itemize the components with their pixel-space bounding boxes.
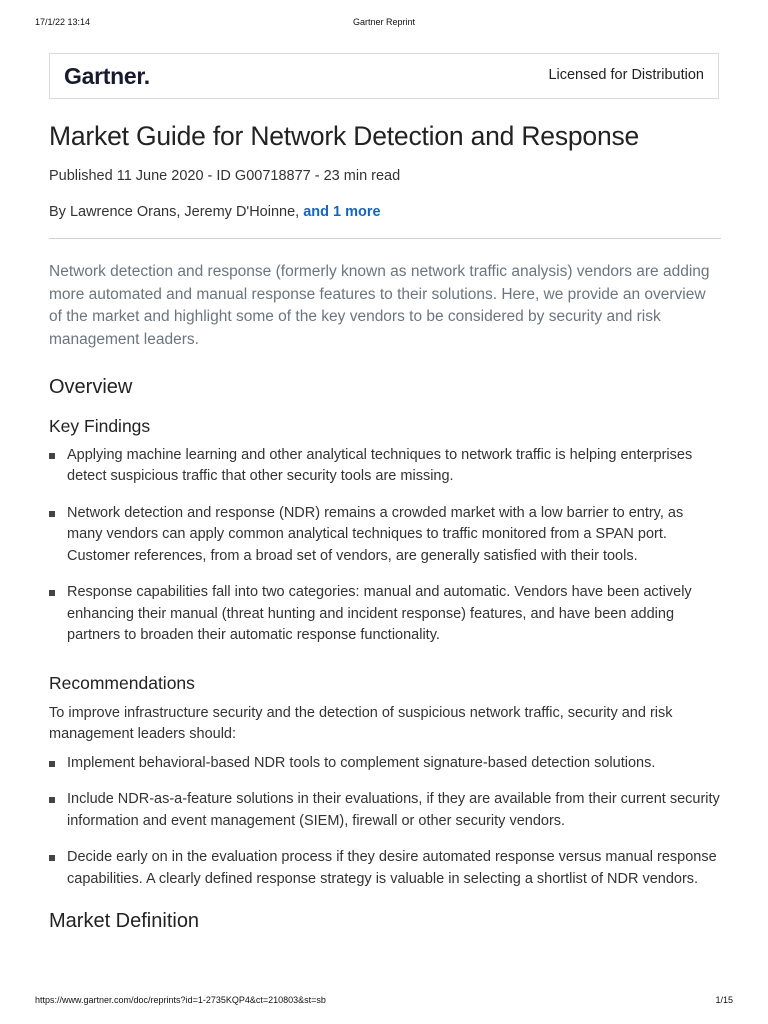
bullet-icon bbox=[49, 797, 55, 803]
market-definition-heading: Market Definition bbox=[49, 910, 200, 933]
list-item bbox=[49, 847, 721, 890]
list-item bbox=[49, 503, 721, 568]
logo-dot: . bbox=[143, 63, 150, 89]
bullet-icon bbox=[49, 761, 55, 767]
bullet-icon bbox=[49, 453, 55, 459]
overview-heading: Overview bbox=[49, 375, 133, 398]
article-summary: Network detection and response (formerly known as network traffic analysis) vendors are adding more automated and manual response features to their solutions. Here, we provide an overview of the market and highlight some of the key vendors to be considered by security and risk management leaders. bbox=[49, 263, 710, 349]
recommendations-list bbox=[49, 753, 721, 891]
list-item bbox=[49, 445, 721, 488]
authors-list: By Lawrence Orans, Jeremy D'Hoinne, bbox=[49, 204, 300, 220]
logo-text: Gartner bbox=[64, 63, 144, 89]
key-findings-heading: Key Findings bbox=[49, 415, 151, 436]
gartner-logo[interactable] bbox=[64, 63, 150, 90]
print-footer bbox=[0, 995, 768, 1009]
list-item bbox=[49, 582, 721, 647]
print-header bbox=[0, 17, 768, 31]
print-datetime: 17/1/22 13:14 bbox=[35, 17, 91, 27]
recommendations-intro: To improve infrastructure security and the detection of suspicious network traffic, security and risk management leaders should: bbox=[49, 704, 673, 743]
article-title: Market Guide for Network Detection and Response bbox=[49, 121, 640, 151]
bullet-icon bbox=[49, 511, 55, 517]
more-authors-link[interactable]: and 1 more bbox=[303, 204, 381, 220]
divider bbox=[49, 238, 721, 239]
list-item-text: Response capabilities fall into two categories: manual and automatic. Vendors have been actively enhancing their manual (threat hunting and incident response) features, and have been adding partners to broaden their automatic response functionality. bbox=[67, 584, 692, 644]
list-item-text: Decide early on in the evaluation process if they desire automated response versus manual response capabilities. A clearly defined response strategy is valuable in selecting a shortlist of NDR vendors. bbox=[67, 849, 717, 887]
bullet-icon bbox=[49, 855, 55, 861]
license-label: Licensed for Distribution bbox=[548, 67, 704, 83]
list-item bbox=[49, 753, 721, 775]
print-page-number: 1/15 bbox=[715, 995, 733, 1005]
list-item-text: Applying machine learning and other analytical techniques to network traffic is helping enterprises detect suspicious traffic that other security tools are missing. bbox=[67, 446, 693, 485]
list-item-text: Include NDR-as-a-feature solutions in their evaluations, if they are available from their current security information and event management (SIEM), firewall or other security vendors. bbox=[67, 791, 720, 829]
article-authors bbox=[49, 202, 721, 222]
article bbox=[49, 118, 721, 934]
article-meta: Published 11 June 2020 - ID G00718877 - 23 min read bbox=[49, 168, 401, 184]
list-item-text: Implement behavioral-based NDR tools to complement signature-based detection solutions. bbox=[67, 754, 656, 771]
list-item bbox=[49, 789, 721, 832]
list-item-text: Network detection and response (NDR) remains a crowded market with a low barrier to entry, as many vendors can apply common analytical techniques to traffic monitored from a SPAN port. Customer references, from a broad set of vendors, are generally satisfied with their tools. bbox=[67, 504, 684, 564]
print-page-title: Gartner Reprint bbox=[352, 17, 416, 27]
bullet-icon bbox=[49, 590, 55, 596]
recommendations-heading: Recommendations bbox=[49, 672, 195, 693]
print-url: https://www.gartner.com/doc/reprints?id=1-2735KQP4&ct=210803&st=sb bbox=[35, 995, 326, 1005]
key-findings-list bbox=[49, 445, 721, 647]
brand-bar bbox=[49, 53, 719, 99]
